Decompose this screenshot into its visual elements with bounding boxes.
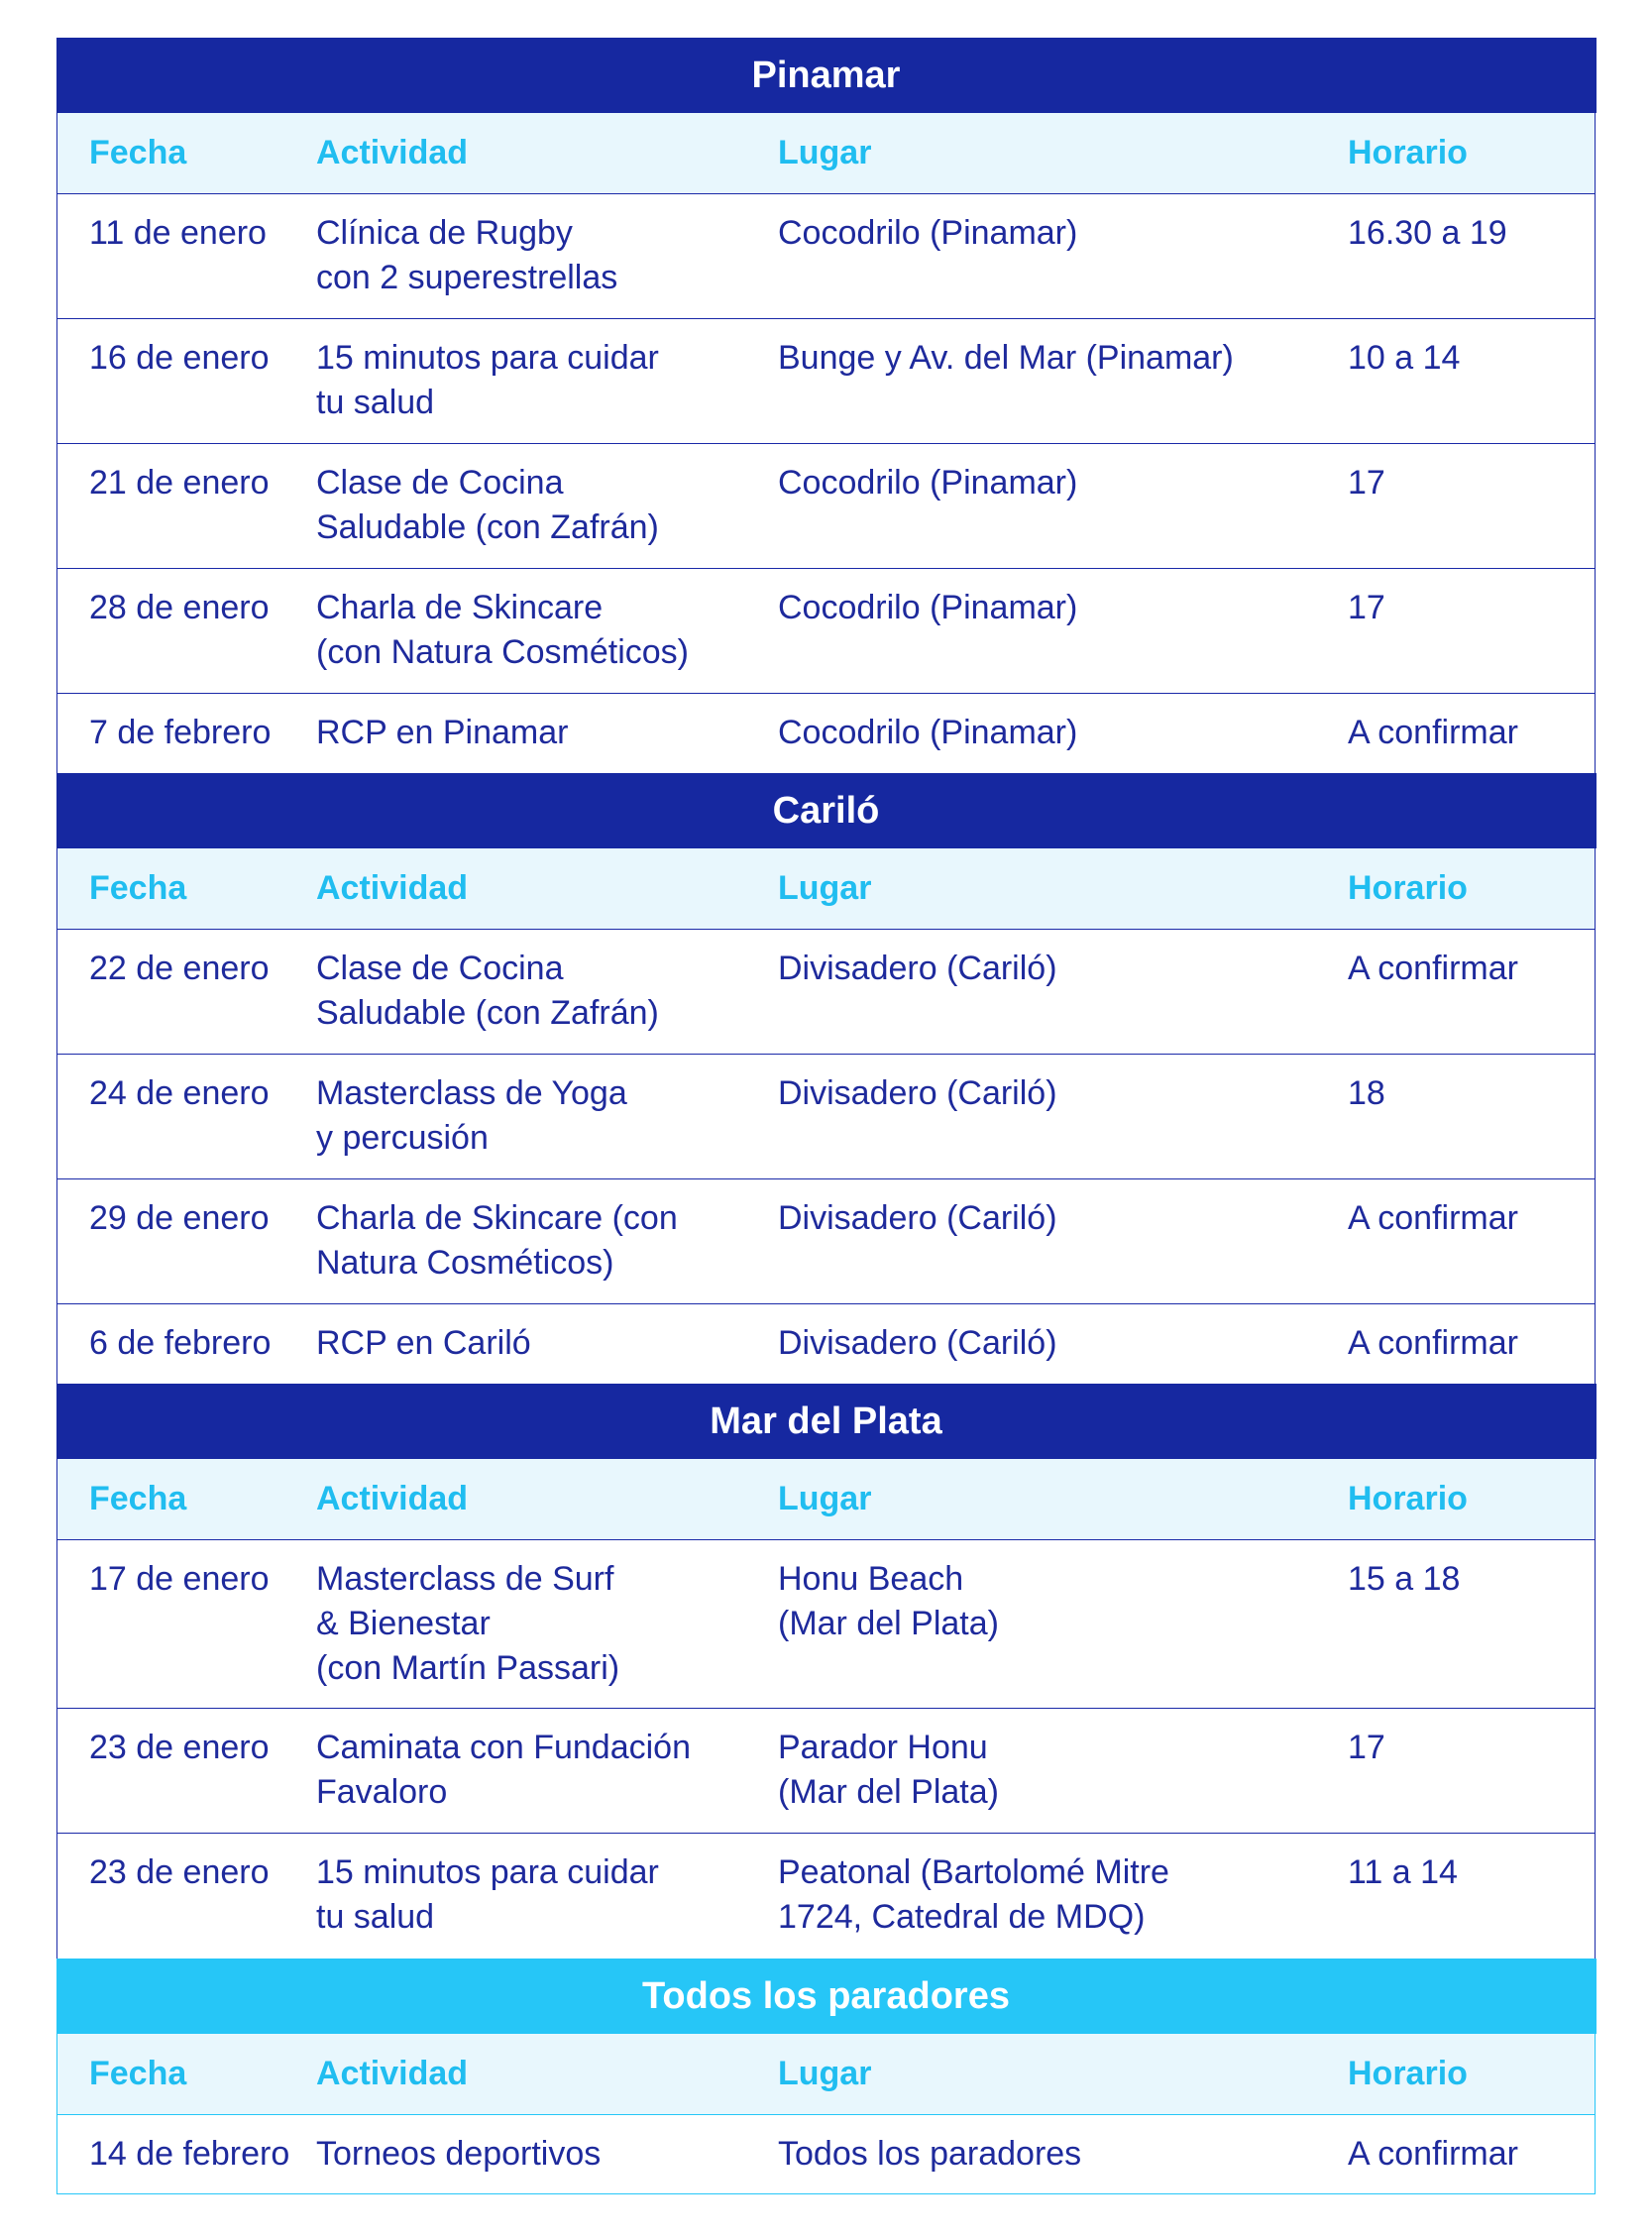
column-header-fecha: Fecha xyxy=(89,869,187,907)
table-row xyxy=(57,444,1595,569)
column-header-actividad: Actividad xyxy=(316,2055,469,2092)
cell-horario: A confirmar xyxy=(1348,950,1518,987)
table-row xyxy=(57,569,1595,694)
cell-fecha: 24 de enero xyxy=(89,1074,270,1112)
column-header-actividad: Actividad xyxy=(316,134,469,171)
table-row xyxy=(57,1055,1595,1179)
cell-actividad: RCP en Pinamar xyxy=(316,714,569,751)
cell-actividad: 15 minutos para cuidar tu salud xyxy=(316,1853,659,1936)
column-header-horario: Horario xyxy=(1348,2055,1468,2092)
cell-fecha: 17 de enero xyxy=(89,1560,270,1598)
cell-lugar: Cocodrilo (Pinamar) xyxy=(778,714,1078,751)
section-carilo xyxy=(56,773,1596,1384)
cell-lugar: Divisadero (Cariló) xyxy=(778,1324,1057,1362)
cell-fecha: 28 de enero xyxy=(89,589,270,626)
table-row xyxy=(57,194,1595,319)
column-header-actividad: Actividad xyxy=(316,1480,469,1517)
cell-fecha: 6 de febrero xyxy=(89,1324,272,1362)
cell-horario: 17 xyxy=(1348,464,1385,502)
column-header-lugar: Lugar xyxy=(778,2055,872,2092)
cell-lugar: Peatonal (Bartolomé Mitre 1724, Catedral de MDQ) xyxy=(778,1853,1169,1936)
cell-horario: A confirmar xyxy=(1348,1199,1518,1237)
cell-lugar: Cocodrilo (Pinamar) xyxy=(778,589,1078,626)
column-header-row xyxy=(57,2034,1595,2115)
column-header-row xyxy=(57,1459,1595,1540)
cell-actividad: Clase de Cocina Saludable (con Zafrán) xyxy=(316,950,659,1032)
cell-actividad: Charla de Skincare (con Natura Cosméticos) xyxy=(316,589,690,671)
cell-fecha: 22 de enero xyxy=(89,950,270,987)
section-pinamar xyxy=(56,38,1596,773)
table-row xyxy=(57,1179,1595,1304)
column-header-horario: Horario xyxy=(1348,869,1468,907)
column-header-lugar: Lugar xyxy=(778,869,872,907)
cell-actividad: RCP en Cariló xyxy=(316,1324,531,1362)
column-header-horario: Horario xyxy=(1348,1480,1468,1517)
cell-horario: 15 a 18 xyxy=(1348,1560,1461,1598)
column-header-fecha: Fecha xyxy=(89,1480,187,1517)
cell-actividad: Clase de Cocina Saludable (con Zafrán) xyxy=(316,464,659,546)
cell-actividad: Masterclass de Yoga y percusión xyxy=(316,1074,627,1157)
cell-lugar: Cocodrilo (Pinamar) xyxy=(778,464,1078,502)
cell-fecha: 7 de febrero xyxy=(89,714,272,751)
cell-lugar: Cocodrilo (Pinamar) xyxy=(778,214,1078,252)
section-title: Mar del Plata xyxy=(56,1384,1597,1459)
cell-lugar: Divisadero (Cariló) xyxy=(778,950,1057,987)
cell-actividad: Clínica de Rugby con 2 superestrellas xyxy=(316,214,618,296)
cell-horario: 17 xyxy=(1348,1729,1385,1766)
table-row xyxy=(57,319,1595,444)
section-title: Todos los paradores xyxy=(56,1959,1597,2034)
cell-horario: 17 xyxy=(1348,589,1385,626)
cell-horario: A confirmar xyxy=(1348,2135,1518,2173)
cell-horario: A confirmar xyxy=(1348,1324,1518,1362)
cell-horario: A confirmar xyxy=(1348,714,1518,751)
cell-fecha: 23 de enero xyxy=(89,1729,270,1766)
cell-horario: 11 a 14 xyxy=(1348,1853,1458,1891)
table-row xyxy=(57,2115,1595,2194)
cell-lugar: Parador Honu (Mar del Plata) xyxy=(778,1729,999,1811)
cell-lugar: Bunge y Av. del Mar (Pinamar) xyxy=(778,339,1234,377)
cell-horario: 18 xyxy=(1348,1074,1385,1112)
table-row xyxy=(57,1304,1595,1384)
column-header-fecha: Fecha xyxy=(89,2055,187,2092)
table-row xyxy=(57,930,1595,1055)
cell-fecha: 11 de enero xyxy=(89,214,267,252)
section-mar-del-plata xyxy=(56,1384,1596,1959)
table-row xyxy=(57,1709,1595,1834)
cell-fecha: 16 de enero xyxy=(89,339,270,377)
cell-horario: 10 a 14 xyxy=(1348,339,1461,377)
section-title: Cariló xyxy=(56,773,1597,848)
cell-actividad: 15 minutos para cuidar tu salud xyxy=(316,339,659,421)
column-header-row xyxy=(57,848,1595,930)
table-row xyxy=(57,1834,1595,1959)
cell-lugar: Todos los paradores xyxy=(778,2135,1082,2173)
cell-horario: 16.30 a 19 xyxy=(1348,214,1507,252)
section-title: Pinamar xyxy=(56,38,1597,113)
cell-actividad: Charla de Skincare (con Natura Cosméticos) xyxy=(316,1199,678,1282)
cell-actividad: Torneos deportivos xyxy=(316,2135,602,2173)
cell-lugar: Divisadero (Cariló) xyxy=(778,1074,1057,1112)
table-row xyxy=(57,1540,1595,1709)
column-header-horario: Horario xyxy=(1348,134,1468,171)
cell-fecha: 14 de febrero xyxy=(89,2135,290,2173)
cell-lugar: Divisadero (Cariló) xyxy=(778,1199,1057,1237)
column-header-fecha: Fecha xyxy=(89,134,187,171)
column-header-row xyxy=(57,113,1595,194)
column-header-actividad: Actividad xyxy=(316,869,469,907)
column-header-lugar: Lugar xyxy=(778,1480,872,1517)
column-header-lugar: Lugar xyxy=(778,134,872,171)
schedule-table xyxy=(56,38,1596,2194)
cell-fecha: 23 de enero xyxy=(89,1853,270,1891)
section-todos-los-paradores xyxy=(56,1959,1596,2194)
cell-fecha: 29 de enero xyxy=(89,1199,270,1237)
cell-fecha: 21 de enero xyxy=(89,464,270,502)
cell-actividad: Masterclass de Surf & Bienestar (con Martín Passari) xyxy=(316,1560,620,1687)
cell-lugar: Honu Beach (Mar del Plata) xyxy=(778,1560,999,1642)
table-row xyxy=(57,694,1595,773)
cell-actividad: Caminata con Fundación Favaloro xyxy=(316,1729,692,1811)
